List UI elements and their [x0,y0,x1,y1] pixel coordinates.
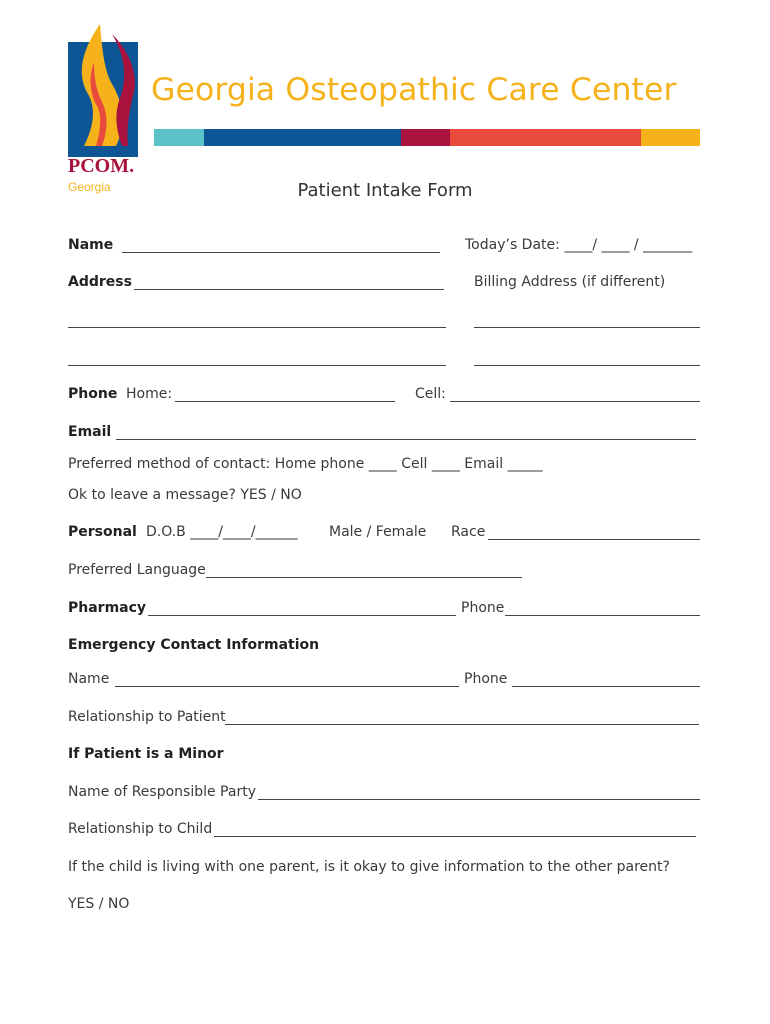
name-field[interactable] [122,252,440,253]
band-blue [204,129,401,146]
race-label: Race [451,524,486,540]
race-field[interactable] [488,539,700,540]
row-address-3 [68,350,700,376]
row-pharmacy [68,600,700,626]
pharmacy-field[interactable] [148,615,456,616]
pharmacy-phone-label: Phone [461,600,505,616]
row-relationship-child [68,821,700,847]
home-phone-label: Home: [126,386,173,402]
ec-name-label: Name [68,671,110,687]
dob-field[interactable]: D.O.B ____/____/______ [146,524,298,540]
billing-address-field-2[interactable] [474,365,700,366]
email-field[interactable] [116,439,696,440]
row-minor-heading [68,746,700,772]
address-field-3[interactable] [68,365,446,366]
address-field-2[interactable] [68,327,446,328]
band-teal [154,129,204,146]
responsible-party-field[interactable] [258,799,700,800]
pharmacy-phone-field[interactable] [505,615,700,616]
row-ec-name [68,671,700,697]
parent-question: If the child is living with one parent, is it okay to give information to the other parent? [68,859,670,875]
personal-label: Personal [68,524,137,540]
email-label: Email [68,424,112,440]
relationship-patient-label: Relationship to Patient [68,709,226,725]
ok-message-field[interactable]: Ok to leave a message? YES / NO [68,487,302,503]
sex-field[interactable]: Male / Female [329,524,427,540]
row-yes-no [68,896,700,922]
row-email [68,424,700,450]
band-gold [641,129,700,146]
row-address [68,274,700,300]
cell-phone-field[interactable] [450,401,700,402]
row-relationship-patient [68,709,700,735]
preferred-language-label: Preferred Language [68,562,206,578]
parent-yes-no-field[interactable]: YES / NO [68,896,130,912]
band-crimson [401,129,450,146]
name-label: Name [68,237,114,253]
relationship-child-field[interactable] [214,836,696,837]
form-title: Patient Intake Form [297,180,473,201]
address-label: Address [68,274,132,290]
logo-subtext: Georgia [68,180,111,194]
ec-phone-label: Phone [464,671,508,687]
ec-name-field[interactable] [115,686,459,687]
color-band [154,129,700,146]
pharmacy-label: Pharmacy [68,600,147,616]
emergency-contact-heading: Emergency Contact Information [68,637,320,653]
row-phone [68,386,700,412]
relationship-patient-field[interactable] [225,724,699,725]
preferred-language-field[interactable] [206,577,522,578]
billing-address-label: Billing Address (if different) [474,274,666,290]
row-personal [68,524,700,550]
band-red [450,129,641,146]
home-phone-field[interactable] [175,401,395,402]
responsible-party-label: Name of Responsible Party [68,784,256,800]
pcom-logo [68,22,142,197]
relationship-child-label: Relationship to Child [68,821,213,837]
cell-phone-label: Cell: [415,386,446,402]
flame-logo-icon [68,22,142,197]
row-preferred-contact [68,456,700,482]
row-emergency-heading [68,637,700,663]
todays-date-field[interactable]: Today’s Date: ____/ ____ / _______ [465,237,693,253]
billing-address-field-1[interactable] [474,327,700,328]
row-name [68,237,700,263]
row-parent-question [68,859,700,885]
preferred-contact-field[interactable]: Preferred method of contact: Home phone ____ Cell ____ Email _____ [68,456,543,472]
logo-wordmark: PCOM. [68,155,135,177]
row-address-2 [68,312,700,338]
row-language [68,562,700,588]
row-responsible-party [68,784,700,810]
ec-phone-field[interactable] [512,686,700,687]
minor-heading: If Patient is a Minor [68,746,224,762]
phone-label: Phone [68,386,118,402]
center-name: Georgia Osteopathic Care Center [151,72,677,108]
address-field-1[interactable] [134,289,444,290]
row-ok-message [68,487,700,513]
